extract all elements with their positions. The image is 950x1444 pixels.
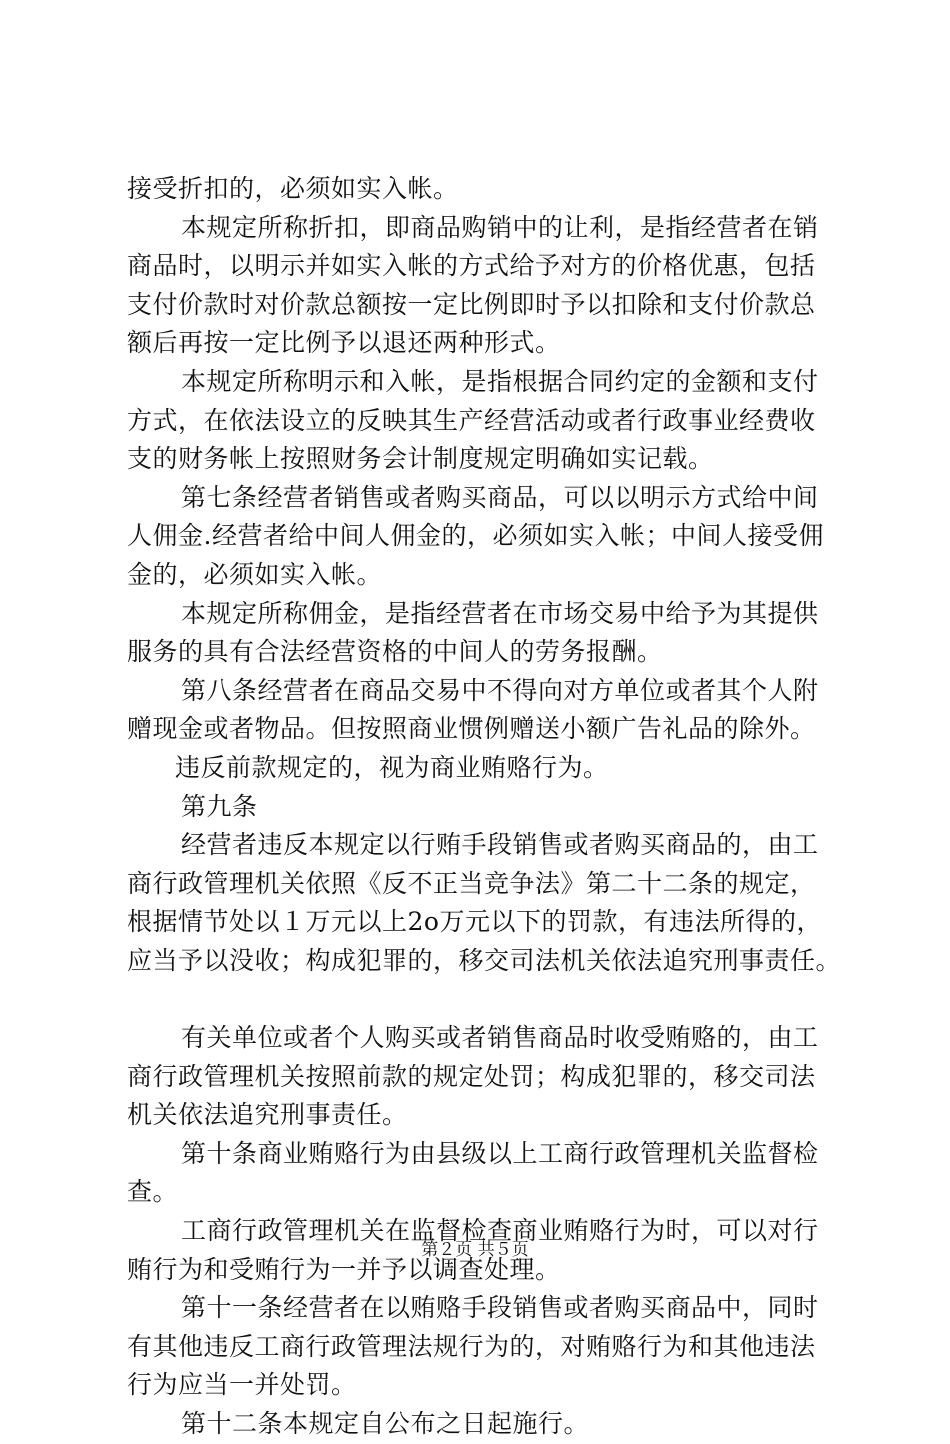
- text-line: 服务的具有合法经营资格的中间人的劳务报酬。: [127, 637, 663, 667]
- text-line: 商品时，以明示并如实入帐的方式给予对方的价格优惠，包括: [127, 251, 816, 281]
- text-line: 本规定所称明示和入帐，是指根据合同约定的金额和支付: [181, 366, 819, 396]
- text-line: 有其他违反工商行政管理法规行为的，对贿赂行为和其他违法: [127, 1331, 816, 1361]
- text-line: 违反前款规定的，视为商业贿赂行为。: [175, 752, 609, 782]
- text-line: 本规定所称佣金，是指经营者在市场交易中给予为其提供: [181, 598, 819, 628]
- text-line: 根据情节处以１万元以上2o万元以下的罚款，有违法所得的，: [127, 907, 822, 937]
- text-line: 有关单位或者个人购买或者销售商品时收受贿赂的，由工: [181, 1023, 819, 1053]
- page-footer: 第２页 共５页: [421, 1240, 529, 1260]
- text-line: 机关依法追究刑事责任。: [127, 1100, 408, 1130]
- text-line: 人佣金.经营者给中间人佣金的，必须如实入帐；中间人接受佣: [127, 521, 824, 551]
- text-line: 接受折扣的，必须如实入帐。: [127, 174, 459, 203]
- text-line: 第九条: [181, 791, 258, 821]
- text-line: 本规定所称折扣，即商品购销中的让利，是指经营者在销: [181, 212, 819, 242]
- text-line: 额后再按一定比例予以退还两种形式。: [127, 328, 561, 358]
- text-line: 商行政管理机关依照《反不正当竞争法》第二十二条的规定，: [127, 868, 816, 898]
- text-line: 第十二条本规定自公布之日起施行。: [181, 1409, 590, 1438]
- text-line: 第七条经营者销售或者购买商品，可以以明示方式给中间: [181, 482, 819, 512]
- text-line: 经营者违反本规定以行贿手段销售或者购买商品的，由工: [181, 830, 819, 860]
- text-line: 应当予以没收；构成犯罪的，移交司法机关依法追究刑事责任。: [127, 945, 842, 975]
- text-line: 支付价款时对价款总额按一定比例即时予以扣除和支付价款总: [127, 289, 816, 319]
- text-line: 方式，在依法设立的反映其生产经营活动或者行政事业经费收: [127, 405, 816, 435]
- text-line: 商行政管理机关按照前款的规定处罚；构成犯罪的，移交司法: [127, 1061, 816, 1091]
- text-line: 第十一条经营者在以贿赂手段销售或者购买商品中，同时: [181, 1293, 819, 1323]
- text-line: 查。: [127, 1177, 179, 1207]
- text-line: 第十条商业贿赂行为由县级以上工商行政管理机关监督检: [181, 1138, 819, 1168]
- text-line: 赠现金或者物品。但按照商业惯例赠送小额广告礼品的除外。: [127, 714, 816, 744]
- text-line: 工商行政管理机关在监督检查商业贿赂行为时，可以对行: [181, 1216, 819, 1246]
- text-line: 行为应当一并处罚。: [127, 1370, 357, 1400]
- blank-line: [127, 980, 847, 1019]
- text-line: 支的财务帐上按照财务会计制度规定明确如实记载。: [127, 444, 714, 474]
- text-line: 第八条经营者在商品交易中不得向对方单位或者其个人附: [181, 675, 819, 705]
- text-line: 金的，必须如实入帐。: [127, 559, 383, 589]
- text-line: 贿行为和受贿行为一并予以调查处理。: [127, 1254, 561, 1284]
